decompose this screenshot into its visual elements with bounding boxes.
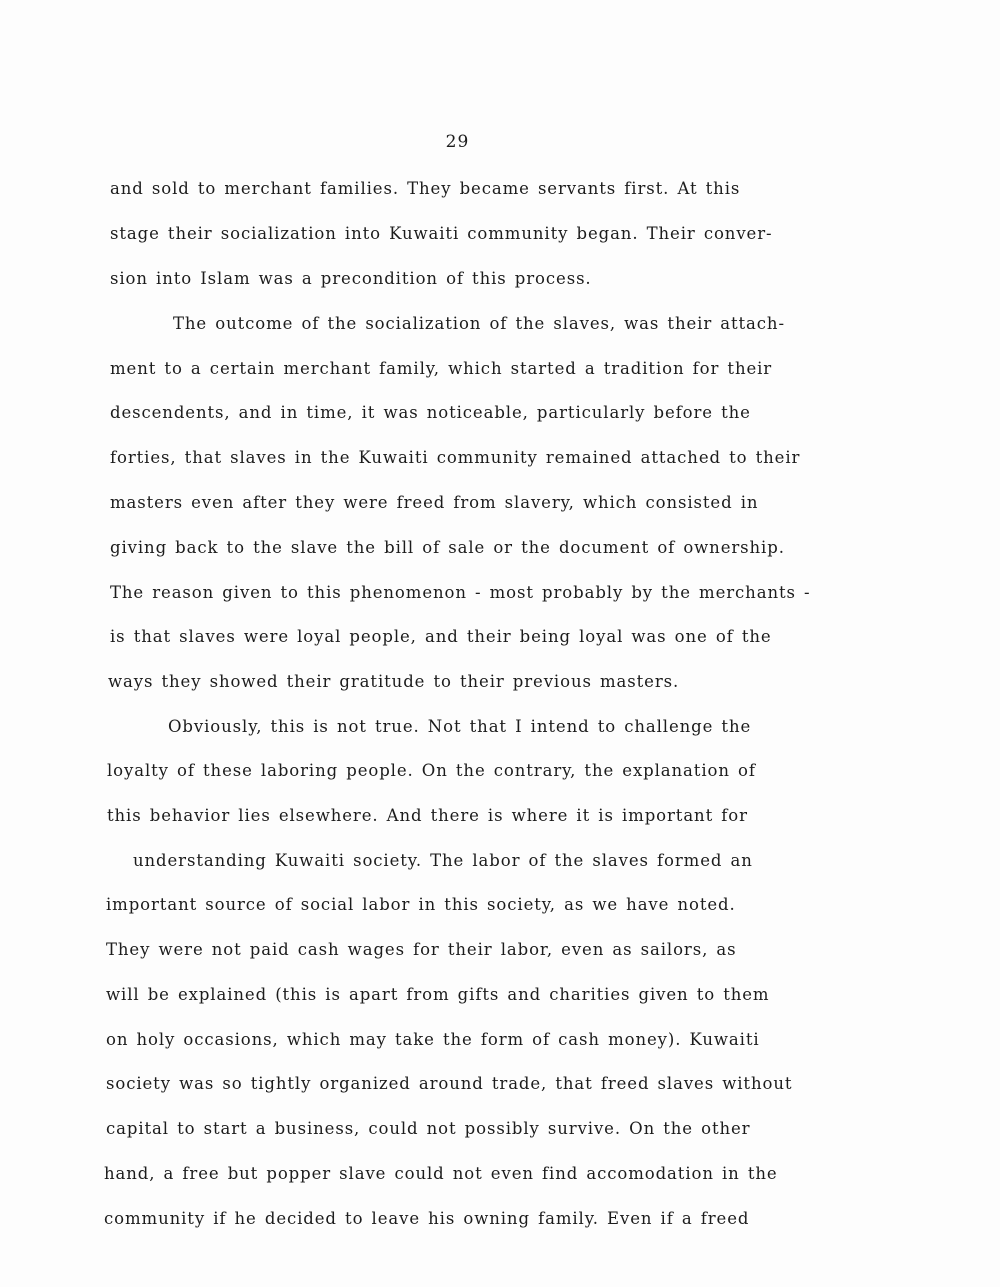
text-line: will be explained (this is apart from gifts and charities given to them <box>106 985 770 1004</box>
text-line: loyalty of these laboring people. On the contrary, the explanation of <box>107 761 756 780</box>
text-line: They were not paid cash wages for their labor, even as sailors, as <box>106 940 737 959</box>
text-line: society was so tightly organized around trade, that freed slaves without <box>106 1074 793 1093</box>
text-line: stage their socialization into Kuwaiti community began. Their conver- <box>110 224 773 243</box>
text-line: forties, that slaves in the Kuwaiti community remained attached to their <box>110 448 801 467</box>
text-line: important source of social labor in this society, as we have noted. <box>106 895 736 914</box>
text-line: this behavior lies elsewhere. And there is where it is important for <box>107 806 748 825</box>
text-line: hand, a free but popper slave could not even find accomodation in the <box>104 1164 778 1183</box>
paragraph-first-line: The outcome of the socialization of the slaves, was their attach- <box>173 314 785 333</box>
text-line: is that slaves were loyal people, and their being loyal was one of the <box>110 627 772 646</box>
text-line: giving back to the slave the bill of sale or the document of ownership. <box>110 538 785 557</box>
text-line: and sold to merchant families. They became servants first. At this <box>110 179 741 198</box>
text-line: on holy occasions, which may take the form of cash money). Kuwaiti <box>106 1030 760 1049</box>
text-line: masters even after they were freed from slavery, which consisted in <box>110 493 759 512</box>
page-number: 29 <box>445 132 470 152</box>
text-line: descendents, and in time, it was noticeable, particularly before the <box>110 403 751 422</box>
paragraph-first-line: Obviously, this is not true. Not that I intend to challenge the <box>168 717 752 736</box>
text-line: sion into Islam was a precondition of this process. <box>110 269 592 288</box>
text-line: understanding Kuwaiti society. The labor of the slaves formed an <box>133 851 753 870</box>
text-line: capital to start a business, could not possibly survive. On the other <box>106 1119 751 1138</box>
text-line: community if he decided to leave his owning family. Even if a freed <box>104 1209 750 1228</box>
text-line: ways they showed their gratitude to their previous masters. <box>108 672 680 691</box>
text-line: The reason given to this phenomenon - most probably by the merchants - <box>110 583 811 602</box>
text-line: ment to a certain merchant family, which started a tradition for their <box>110 359 773 378</box>
